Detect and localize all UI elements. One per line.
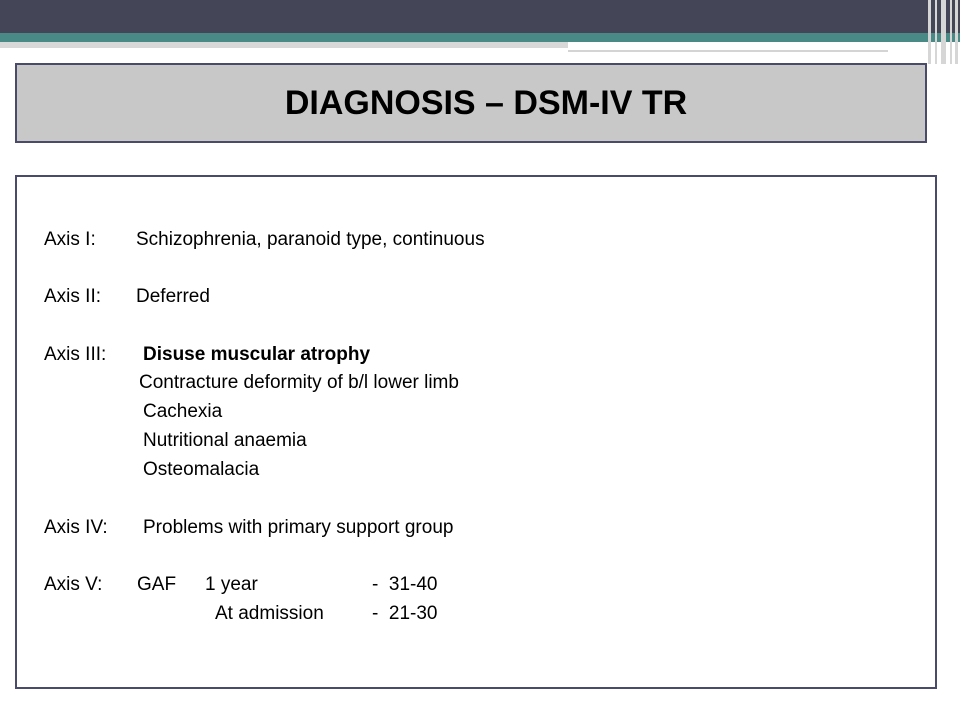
axis5-score-admission: - 21-30 [372,603,438,624]
axis3-item-anaemia: Nutritional anaemia [143,430,307,451]
axis5-gaf-label: GAF [137,574,177,595]
axis4-label: Axis IV: [44,517,108,538]
axis5-score-1year: - 31-40 [372,574,438,595]
teal-accent-band [0,33,960,42]
axis3-item-osteomalacia: Osteomalacia [143,459,260,480]
axis1-label: Axis I: [44,229,96,250]
title-box [15,63,927,143]
axis5-period-admission: At admission [215,603,324,624]
axis5-period-1year: 1 year [205,574,258,595]
axis4-value: Problems with primary support group [143,517,454,538]
axis3-item-contracture: Contracture deformity of b/l lower limb [139,372,459,393]
axis1-value: Schizophrenia, paranoid type, continuous [136,229,485,250]
content-box [15,175,937,689]
top-decorative-bar [0,0,960,33]
axis3-item-atrophy: Disuse muscular atrophy [143,344,371,365]
axis2-value: Deferred [136,286,210,307]
axis2-label: Axis II: [44,286,102,307]
corner-stripes-decoration [926,0,960,64]
axis3-item-cachexia: Cachexia [143,401,223,422]
thin-accent-line [568,50,888,52]
axis5-label: Axis V: [44,574,103,595]
gray-accent-strip [0,42,568,48]
slide-title: DIAGNOSIS – DSM-IV TR [284,83,688,122]
axis3-label: Axis III: [44,344,107,365]
